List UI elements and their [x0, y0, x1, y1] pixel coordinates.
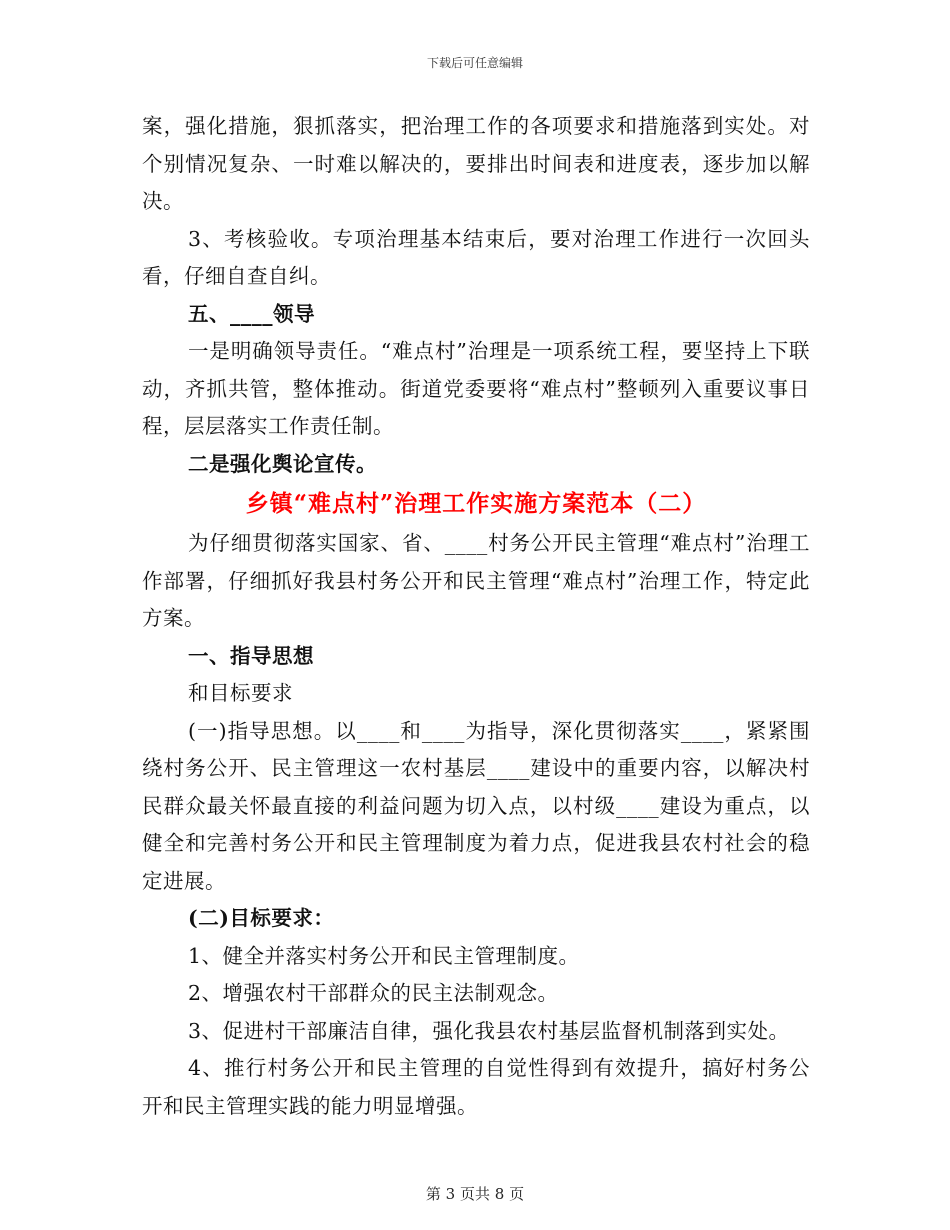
list-item-goal-2: 2、增强农村干部群众的民主法制观念。 — [188, 981, 559, 1005]
page-header-note: 下载后可任意编辑 — [426, 56, 523, 70]
heading-guiding-thought: 一、指导思想 — [188, 643, 314, 668]
paragraph-goals-label: 和目标要求 — [188, 681, 293, 705]
list-item-goal-4: 4、推行村务公开和民主管理的自觉性得到有效提升，搞好村务公开和民主管理实践的能力明显增强。 — [142, 1056, 810, 1118]
heading-goal-requirements: (二)目标要求： — [188, 906, 335, 930]
document-body — [142, 108, 810, 1125]
document-title: 乡镇“难点村”治理工作实施方案范本（二） — [245, 490, 707, 517]
list-item-goal-1: 1、健全并落实村务公开和民主管理制度。 — [188, 943, 580, 968]
paragraph-leadership-responsibility: 一是明确领导责任。“难点村”治理是一项系统工程，要坚持上下联动，齐抓共管，整体推动。街道党委要将“难点村”整顿列入重要议事日程，层层落实工作责任制。 — [142, 339, 810, 438]
page-number-footer: 第 3 页共 8 页 — [425, 1185, 525, 1203]
list-item-goal-3: 3、促进村干部廉洁自律，强化我县农村基层监督机制落到实处。 — [188, 1018, 790, 1043]
paragraph-continuation: 案，强化措施，狠抓落实，把治理工作的各项要求和措施落到实处。对个别情况复杂、一时难以解决的，要排出时间表和进度表，逐步加以解决。 — [142, 114, 810, 213]
heading-section-five: 五、____领导 — [188, 301, 315, 326]
paragraph-intro: 为仔细贯彻落实国家、省、____村务公开民主管理“难点村”治理工作部署，仔细抓好我县村务公开和民主管理“难点村”治理工作，特定此方案。 — [142, 531, 810, 630]
paragraph-publicity: 二是强化舆论宣传。 — [188, 451, 377, 476]
paragraph-guiding-thought: (一)指导思想。以____和____为指导，深化贯彻落实____，紧紧围绕村务公开、民主管理这一农村基层____建设中的重要内容，以解决村民群众最关怀最直接的利益问题为切入点，以村级____建设为重点，以健全和完善村务公开和民主管理制度为着力点，促进我县农村社会的稳定进展。 — [142, 718, 810, 893]
paragraph-assessment: 3、考核验收。专项治理基本结束后，要对治理工作进行一次回头看，仔细自查自纠。 — [142, 226, 810, 288]
